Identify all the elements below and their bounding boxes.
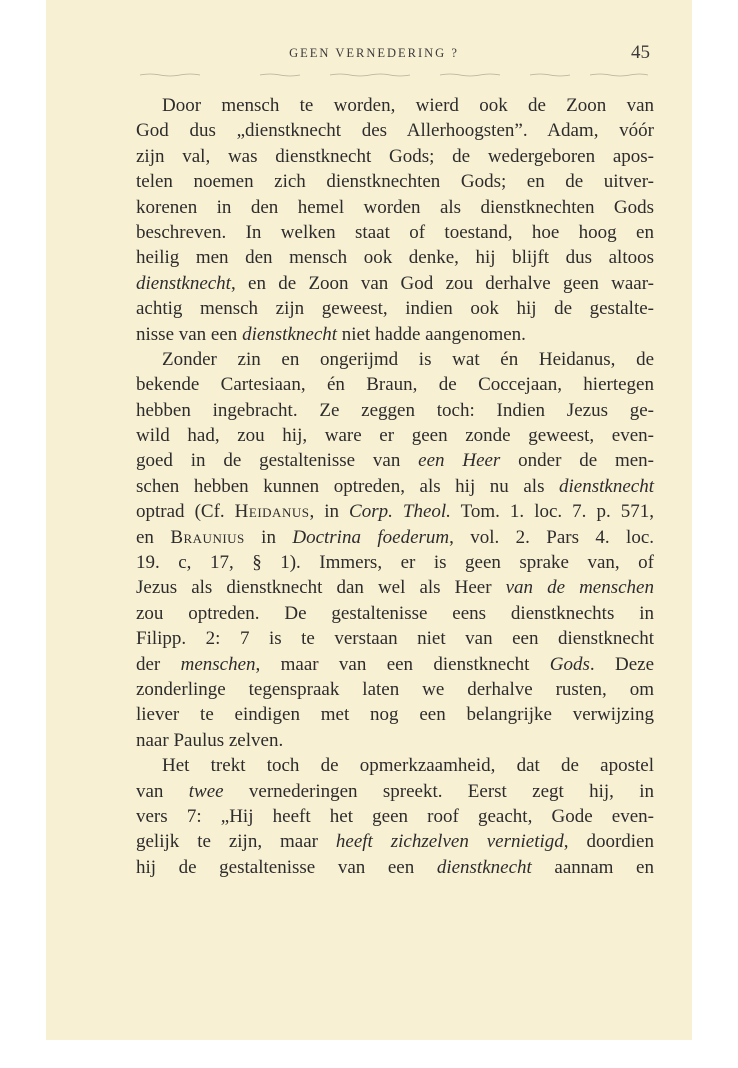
text-line: naar Paulus zelven.	[136, 729, 284, 751]
text-line: heilig men den mensch ook denke, hij blijft dus altoos	[136, 247, 654, 269]
text-line: gelijk te zijn, maar heeft zichzelven vernietigd, doordien	[136, 831, 654, 853]
italic-term: dienstknecht	[136, 272, 231, 294]
text-line: 19. c, 17, § 1). Immers, er is geen sprake van, of	[136, 552, 654, 574]
text-line: liever te eindigen met nog een belangrijke verwijzing	[136, 704, 654, 726]
italic-term: heeft zichzelven vernietigd	[335, 831, 564, 853]
text-line: Zonder zin en ongerijmd is wat én Heidanus, de	[162, 348, 654, 370]
text-line: Het trekt toch de opmerkzaamheid, dat de apostel	[162, 755, 654, 777]
text-line: vers 7: „Hij heeft het geen roof geacht, Gode even-	[136, 805, 654, 827]
text-line: optrad (Cf. Heidanus, in Corp. Theol. Tom. 1. loc. 7. p. 571,	[136, 501, 654, 523]
text-line: nisse van een dienstknecht niet hadde aangenomen.	[136, 323, 526, 345]
author-name: Braunius	[170, 526, 245, 548]
text-line: Door mensch te worden, wierd ook de Zoon van	[162, 95, 654, 116]
text-line: en Braunius in Doctrina foederum, vol. 2. Pars 4. loc.	[136, 526, 655, 548]
text-line: Filipp. 2: 7 is te verstaan niet van een dienstknecht	[136, 628, 654, 650]
italic-term: twee	[188, 780, 224, 802]
running-title: GEEN VERNEDERING ?	[289, 46, 459, 60]
italic-term: Corp. Theol.	[349, 501, 451, 523]
text-line: zonderlinge tegenspraak laten we derhalve rusten, om	[136, 678, 654, 700]
text-line: wild had, zou hij, ware er geen zonde geweest, even-	[136, 425, 654, 447]
text-line: God dus „dienstknecht des Allerhoogsten”. Adam, vóór	[136, 120, 654, 142]
text-line: zou optreden. De gestaltenisse eens dienstknechts in	[136, 602, 654, 624]
text-line: hebben ingebracht. Ze zeggen toch: Indien Jezus ge-	[136, 399, 654, 421]
italic-term: menschen	[180, 653, 256, 675]
text-line: beschreven. In welken staat of toestand, hoe hoog en	[136, 221, 654, 243]
text-line: schen hebben kunnen optreden, als hij nu als dienstknecht	[136, 475, 654, 497]
text-line: achtig mensch zijn geweest, indien ook hij de gestalte-	[136, 298, 654, 320]
author-name: Heidanus	[234, 501, 310, 523]
italic-term: Gods	[549, 653, 590, 675]
text-line: der menschen, maar van een dienstknecht Gods. Deze	[136, 653, 654, 675]
text-line: goed in de gestaltenisse van een Heer onder de men-	[136, 450, 655, 472]
text-line: bekende Cartesiaan, én Braun, de Coccejaan, hiertegen	[136, 374, 654, 396]
text-line: korenen in den hemel worden als dienstknechten Gods	[136, 196, 654, 218]
italic-term: dienstknecht	[559, 475, 654, 497]
text-line: zijn val, was dienstknecht Gods; de wedergeboren apos-	[136, 145, 654, 167]
page-number: 45	[631, 42, 650, 63]
page-header	[96, 42, 652, 64]
header-rule	[140, 72, 648, 78]
italic-term: Doctrina foederum	[292, 526, 450, 548]
italic-term: dienstknecht	[242, 323, 338, 345]
text-line: telen noemen zich dienstknechten Gods; en de uitver-	[136, 171, 654, 193]
italic-term: dienstknecht	[436, 856, 532, 878]
book-page	[46, 0, 692, 1040]
text-line: van twee vernederingen spreekt. Eerst zegt hij, in	[136, 780, 654, 802]
italic-term: van de menschen	[505, 577, 654, 599]
text-line: Jezus als dienstknecht dan wel als Heer van de menschen	[136, 577, 654, 599]
text-line: hij de gestaltenisse van een dienstknecht aannam en	[136, 856, 654, 878]
text-line: dienstknecht, en de Zoon van God zou derhalve geen waar-	[136, 272, 654, 294]
body-text	[136, 93, 654, 880]
italic-term: een Heer	[418, 450, 501, 472]
